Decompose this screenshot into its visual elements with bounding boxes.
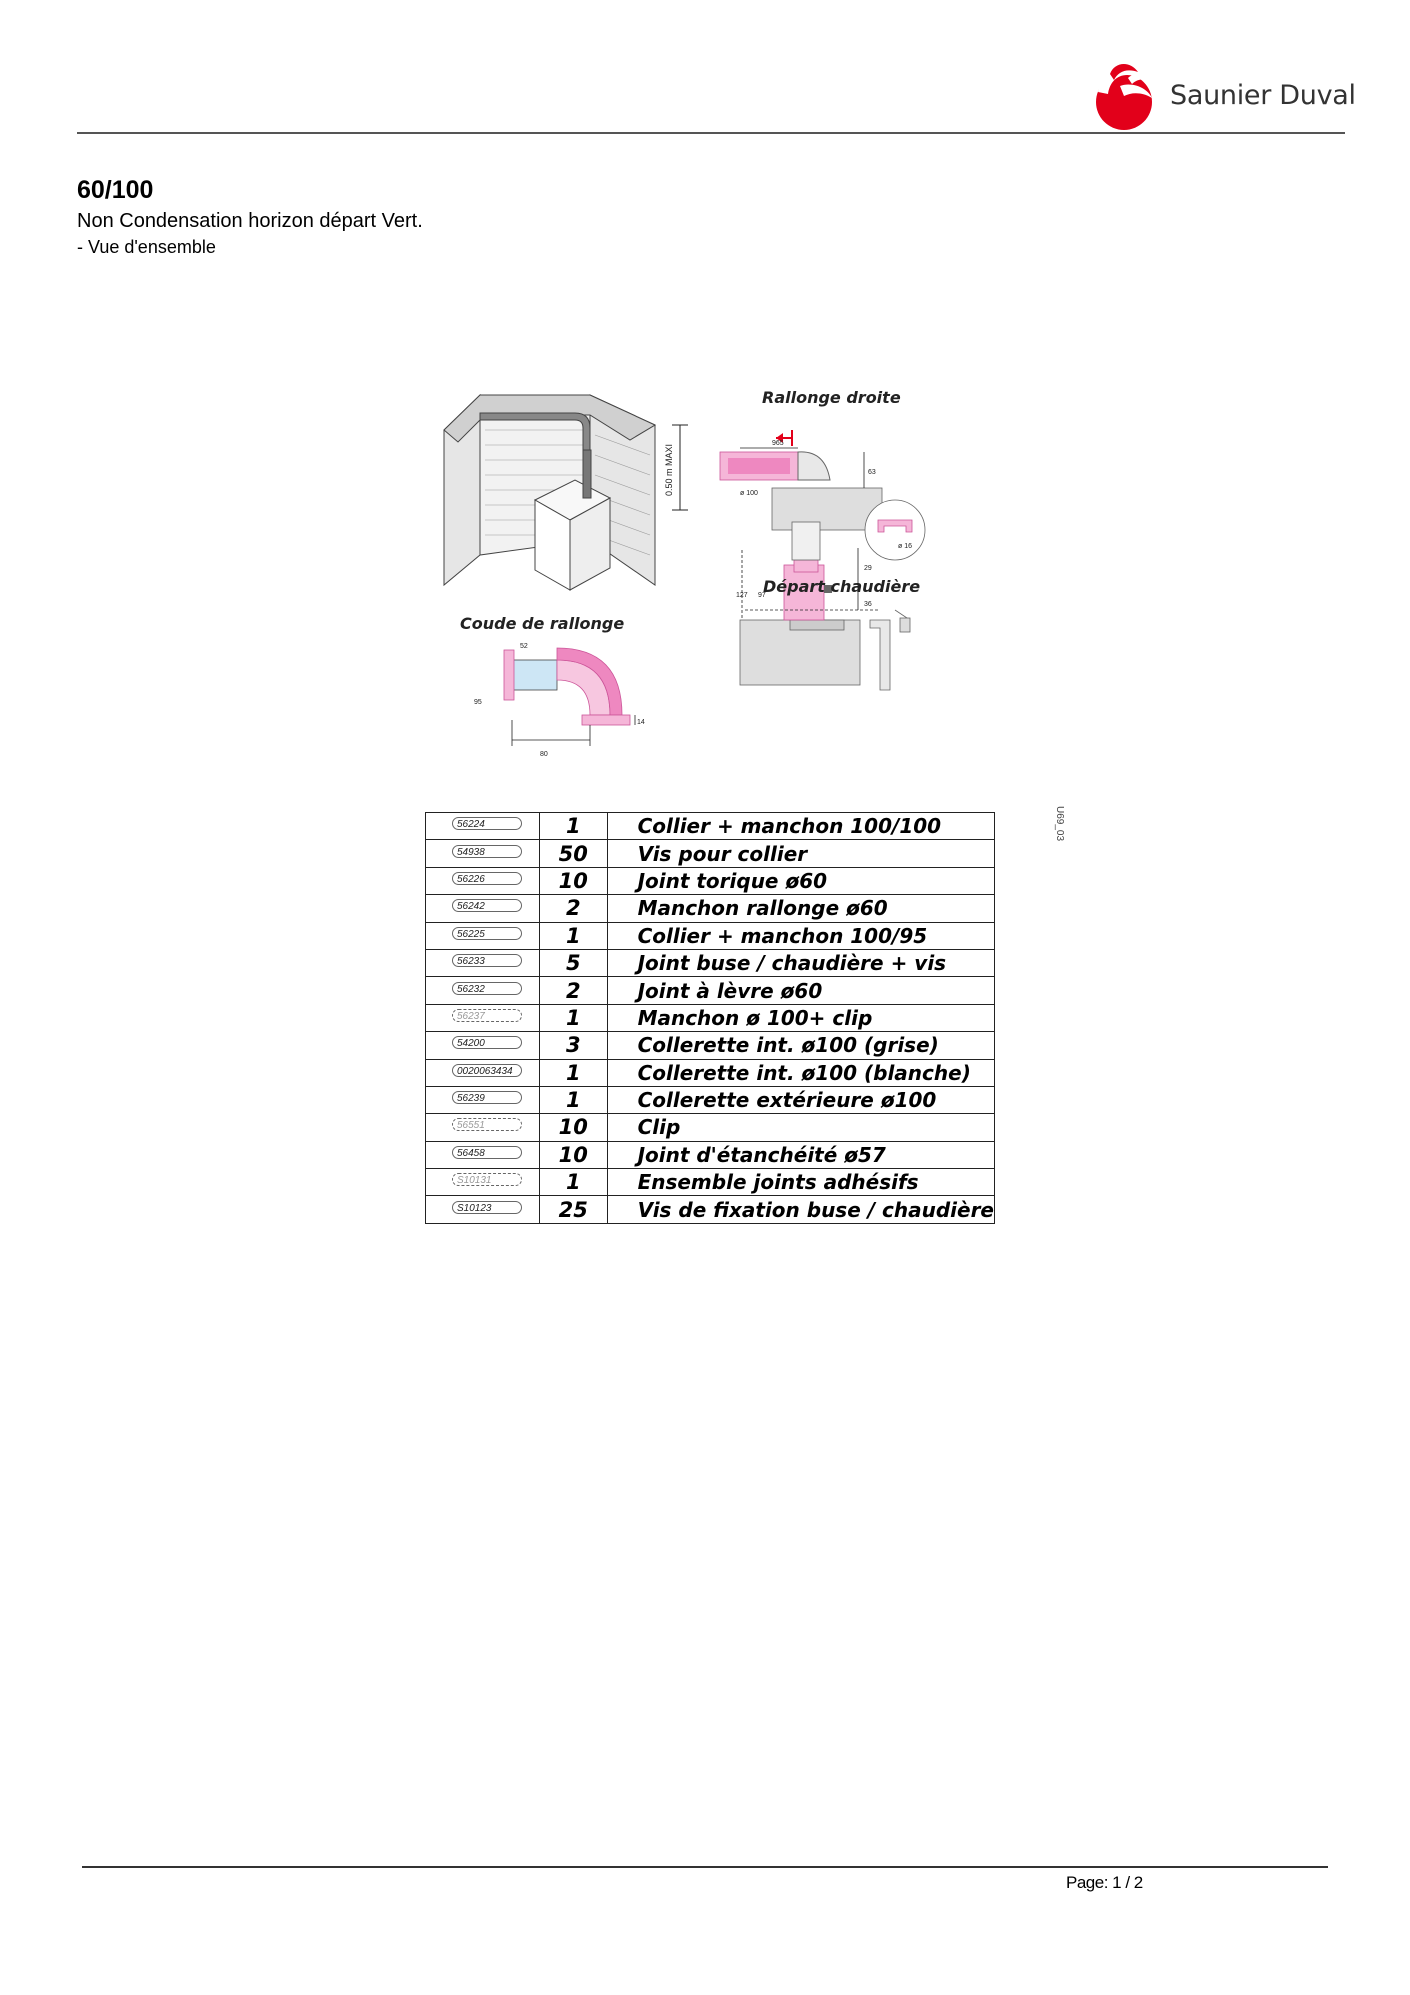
part-description: Clip	[607, 1114, 994, 1141]
part-code-cell	[426, 840, 540, 867]
part-code-cell	[426, 813, 540, 840]
part-code-cell	[426, 1169, 540, 1196]
caption-coude-rallonge: Coude de rallonge	[460, 614, 625, 633]
part-code: 56458	[452, 1146, 522, 1159]
part-code: 56242	[452, 899, 522, 912]
part-code: 56239	[452, 1091, 522, 1104]
part-code-cell	[426, 867, 540, 894]
part-description: Ensemble joints adhésifs	[607, 1169, 994, 1196]
part-code-cell	[426, 1004, 540, 1031]
part-description: Collerette int. ø100 (grise)	[607, 1032, 994, 1059]
part-code-cell	[426, 1196, 540, 1223]
part-quantity: 1	[540, 1169, 608, 1196]
part-code: 56226	[452, 872, 522, 885]
part-code-cell	[426, 1086, 540, 1113]
part-code: 56232	[452, 982, 522, 995]
part-code-cell	[426, 1032, 540, 1059]
installation-diagram	[440, 380, 960, 790]
part-code: 54200	[452, 1036, 522, 1049]
table-row	[426, 1169, 995, 1196]
table-row	[426, 977, 995, 1004]
dim-d16: ø 16	[898, 543, 913, 550]
part-quantity: 1	[540, 1004, 608, 1031]
coude-rallonge-drawing	[504, 648, 635, 746]
table-row	[426, 840, 995, 867]
caption-depart-chaudiere: Départ chaudière	[763, 577, 921, 596]
header-divider	[77, 132, 1345, 134]
part-quantity: 3	[540, 1032, 608, 1059]
table-row	[426, 922, 995, 949]
dim-97: 97	[758, 592, 766, 599]
brand-name: Saunier Duval	[1170, 80, 1356, 111]
dim-maxi: 0.50 m MAXI	[664, 443, 674, 497]
parts-table	[425, 812, 995, 1224]
dim-80: 80	[540, 751, 548, 758]
part-code: 0020063434	[452, 1064, 522, 1077]
dim-965: 965	[772, 440, 784, 447]
part-description: Vis de fixation buse / chaudière	[607, 1196, 994, 1223]
part-code-cell	[426, 949, 540, 976]
table-row	[426, 895, 995, 922]
part-code: 56224	[452, 817, 522, 830]
wall-boiler-illustration	[444, 395, 688, 590]
part-description: Collier + manchon 100/95	[607, 922, 994, 949]
table-row	[426, 813, 995, 840]
part-quantity: 50	[540, 840, 608, 867]
part-quantity: 5	[540, 949, 608, 976]
part-quantity: 10	[540, 1141, 608, 1168]
table-row	[426, 1114, 995, 1141]
view-label: - Vue d'ensemble	[77, 237, 216, 257]
part-description: Collerette int. ø100 (blanche)	[607, 1059, 994, 1086]
figure-reference: U69_03	[1054, 806, 1065, 842]
brand-logo	[1090, 62, 1356, 132]
dim-d100: ø 100	[740, 490, 758, 497]
part-description: Joint à lèvre ø60	[607, 977, 994, 1004]
part-description: Joint torique ø60	[607, 867, 994, 894]
brand-logo-mark	[1090, 62, 1162, 132]
part-quantity: 2	[540, 895, 608, 922]
part-code-cell	[426, 1114, 540, 1141]
part-code-cell	[426, 922, 540, 949]
table-row	[426, 1004, 995, 1031]
part-description: Collerette extérieure ø100	[607, 1086, 994, 1113]
part-description: Collier + manchon 100/100	[607, 813, 994, 840]
table-row	[426, 1032, 995, 1059]
part-code-cell	[426, 895, 540, 922]
part-description: Vis pour collier	[607, 840, 994, 867]
dim-95: 95	[474, 699, 482, 706]
dim-36: 36	[864, 601, 872, 608]
part-quantity: 2	[540, 977, 608, 1004]
part-quantity: 10	[540, 1114, 608, 1141]
table-row	[426, 1196, 995, 1223]
table-row	[426, 867, 995, 894]
rallonge-droite-drawing	[720, 430, 882, 530]
caption-rallonge-droite: Rallonge droite	[762, 388, 901, 407]
dim-52: 52	[520, 643, 528, 650]
part-description: Manchon rallonge ø60	[607, 895, 994, 922]
table-row	[426, 1059, 995, 1086]
part-quantity: 1	[540, 922, 608, 949]
page-number: Page: 1 / 2	[1066, 1873, 1143, 1892]
table-row	[426, 1141, 995, 1168]
part-code: 54938	[452, 845, 522, 858]
part-code-cell	[426, 1059, 540, 1086]
dim-14: 14	[637, 719, 645, 726]
part-code-cell	[426, 1141, 540, 1168]
part-code: S10131	[452, 1173, 522, 1186]
part-description: Manchon ø 100+ clip	[607, 1004, 994, 1031]
page-title: 60/100	[77, 176, 154, 204]
part-code: 56225	[452, 927, 522, 940]
part-quantity: 1	[540, 1086, 608, 1113]
dim-63: 63	[868, 469, 876, 476]
table-row	[426, 1086, 995, 1113]
part-description: Joint buse / chaudière + vis	[607, 949, 994, 976]
part-code: S10123	[452, 1201, 522, 1214]
dim-29: 29	[864, 565, 872, 572]
dim-127: 127	[736, 592, 748, 599]
footer-divider	[82, 1866, 1328, 1868]
part-description: Joint d'étanchéité ø57	[607, 1141, 994, 1168]
part-code: 56551	[452, 1118, 522, 1131]
part-quantity: 1	[540, 1059, 608, 1086]
part-code-cell	[426, 977, 540, 1004]
table-row	[426, 949, 995, 976]
part-code: 56233	[452, 954, 522, 967]
part-code: 56237	[452, 1009, 522, 1022]
page-subtitle: Non Condensation horizon départ Vert.	[77, 210, 423, 232]
parts-table-body	[426, 813, 995, 1224]
part-quantity: 1	[540, 813, 608, 840]
part-quantity: 10	[540, 867, 608, 894]
part-quantity: 25	[540, 1196, 608, 1223]
